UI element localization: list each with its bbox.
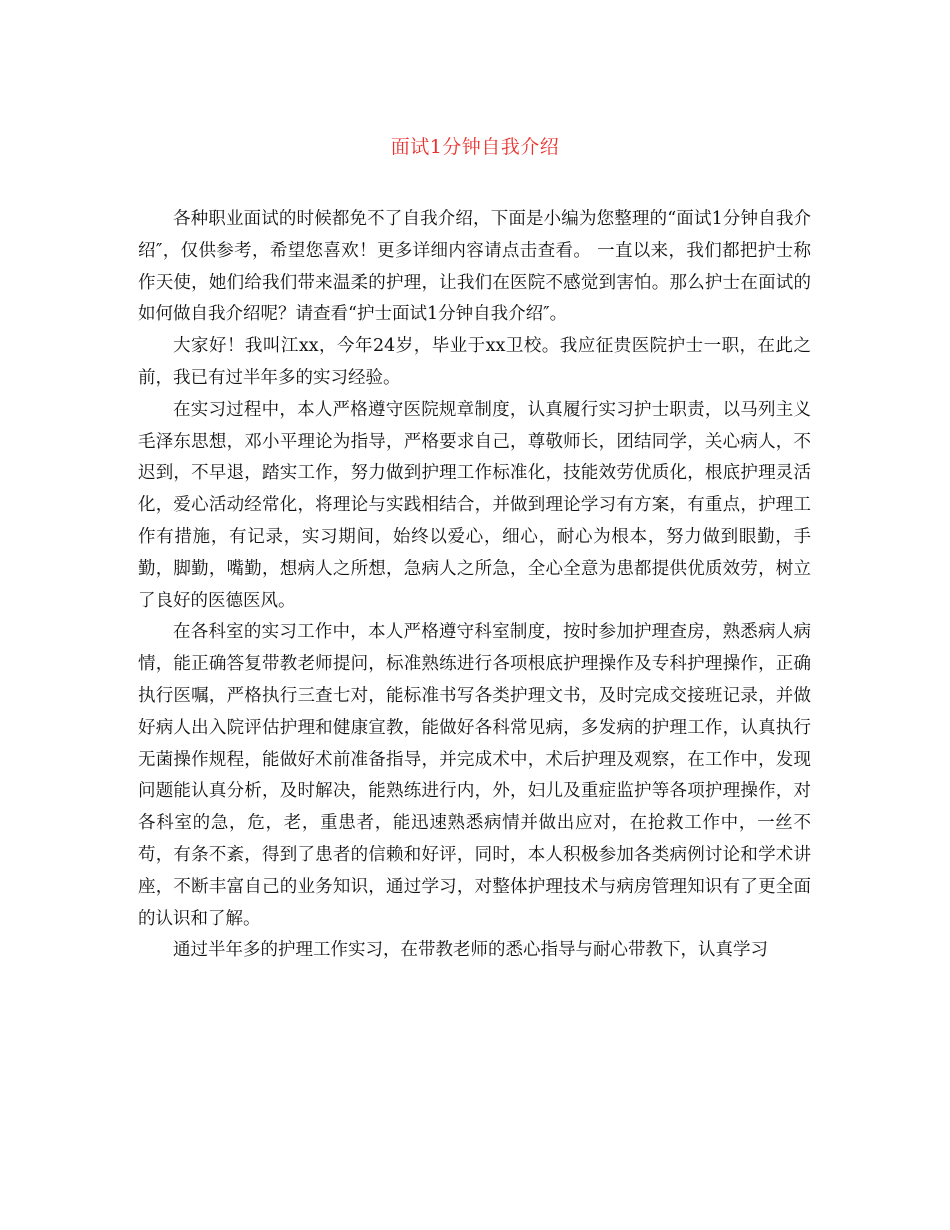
paragraph-intro: 各种职业面试的时候都免不了自我介绍，下面是小编为您整理的“面试1分钟自我介绍″，仅供参考，希望您喜欢！更多详细内容请点击查看。 一直以来，我们都把护士称作天使，她们给我们带来温柔的护理，让我们在医院不感觉到害怕。那么护士在面试的如何做自我介绍呢？请查看“护士面试1分钟自我介绍″。 xyxy=(138,209,811,325)
document-title: 面试1分钟自我介绍 xyxy=(390,136,560,158)
paragraph-summary: 通过半年多的护理工作实习，在带教老师的悉心指导与耐心带教下，认真学习 xyxy=(173,940,768,961)
document-body xyxy=(138,204,811,967)
paragraph-internship: 在实习过程中，本人严格遵守医院规章制度，认真履行实习护士职责，以马列主义毛泽东思想，邓小平理论为指导，严格要求自己，尊敬师长，团结同学，关心病人，不迟到，不早退，踏实工作，努力做到护理工作标准化，技能效劳优质化，根底护理灵活化，爱心活动经常化，将理论与实践相结合，并做到理论学习有方案，有重点，护理工作有措施，有记录，实习期间，始终以爱心，细心，耐心为根本，努力做到眼勤，手勤，脚勤，嘴勤，想病人之所想，急病人之所急，全心全意为患都提供优质效劳，树立了良好的医德医风。 xyxy=(138,399,811,611)
paragraph-greeting: 大家好！我叫江xx，今年24岁，毕业于xx卫校。我应征贵医院护士一职，在此之前，我已有过半年多的实习经验。 xyxy=(138,336,811,388)
paragraph-department-work: 在各科室的实习工作中，本人严格遵守科室制度，按时参加护理查房，熟悉病人病情，能正确答复带教老师提问，标准熟练进行各项根底护理操作及专科护理操作，正确执行医嘱，严格执行三查七对，能标准书写各类护理文书，及时完成交接班记录，并做好病人出入院评估护理和健康宣教，能做好各科常见病，多发病的护理工作，认真执行无菌操作规程，能做好术前准备指导，并完成术中，术后护理及观察，在工作中，发现问题能认真分析，及时解决，能熟练进行内，外，妇儿及重症监护等各项护理操作，对各科室的急，危，老，重患者，能迅速熟悉病情并做出应对，在抢救工作中，一丝不苟，有条不紊，得到了患者的信赖和好评，同时，本人积极参加各类病例讨论和学术讲座，不断丰富自己的业务知识，通过学习，对整体护理技术与病房管理知识有了更全面的认识和了解。 xyxy=(138,622,811,929)
